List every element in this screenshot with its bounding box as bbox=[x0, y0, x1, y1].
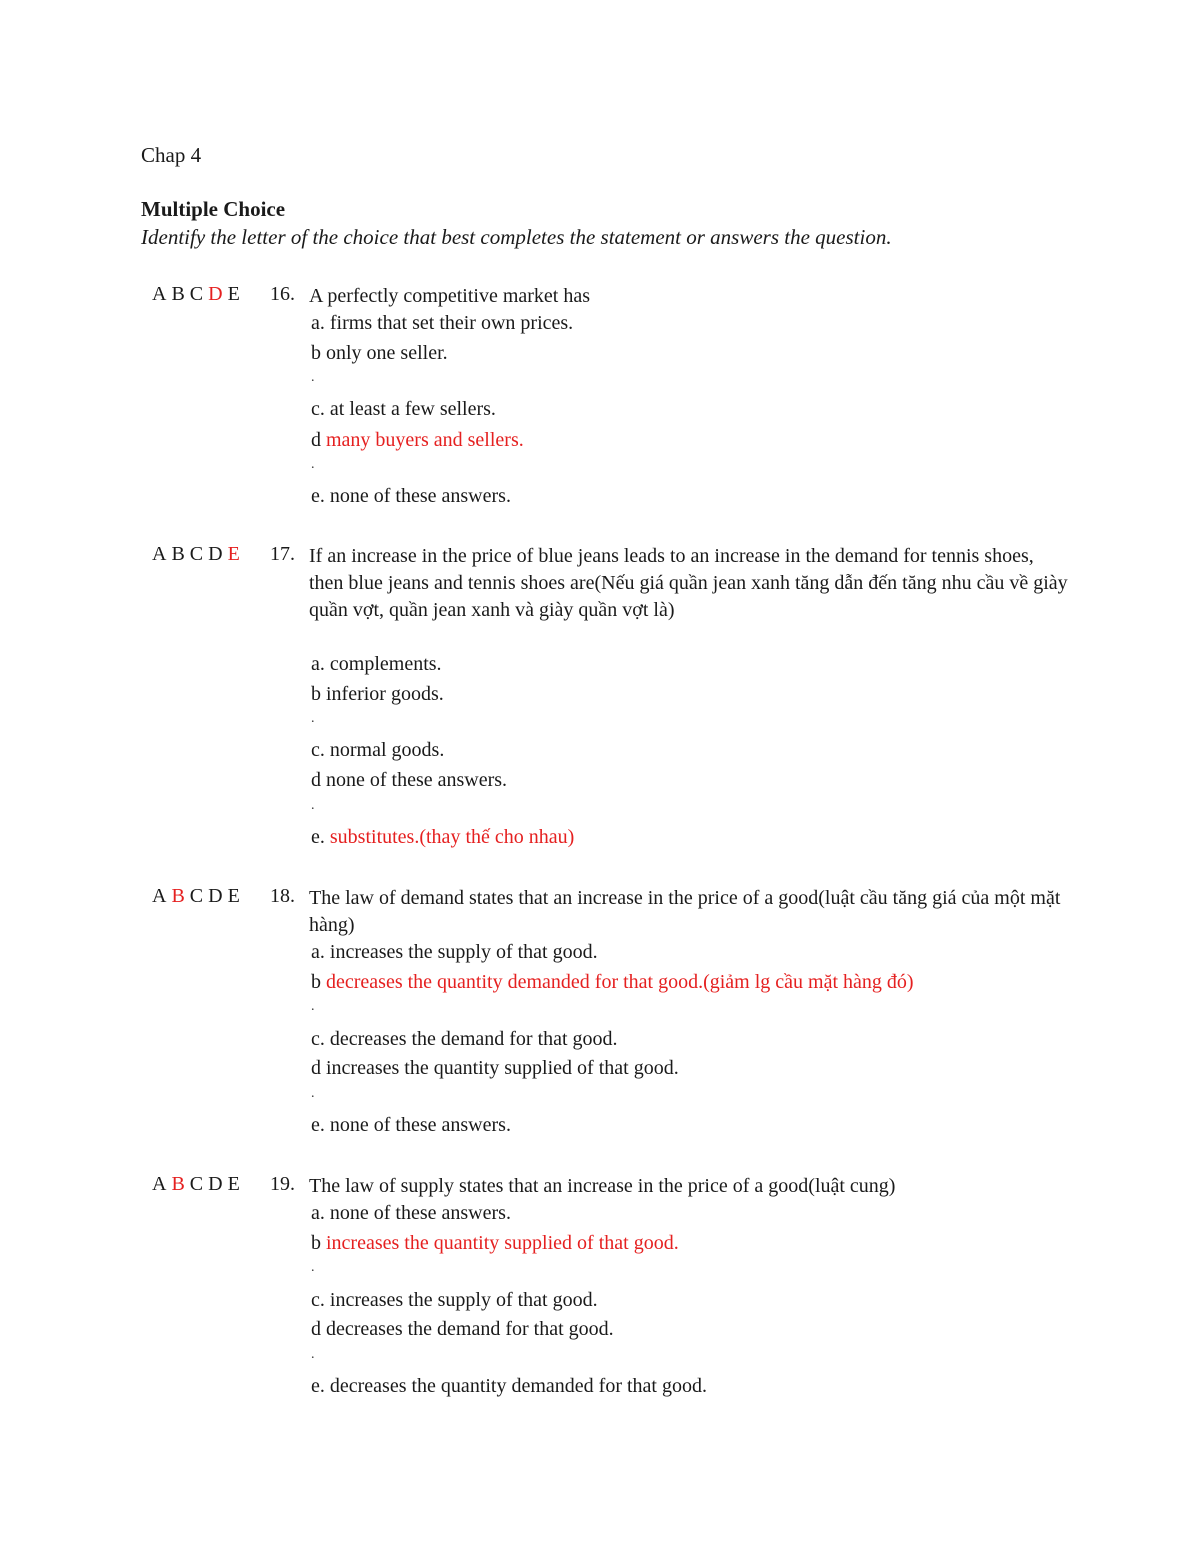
option-text: increases the supply of that good. bbox=[324, 941, 598, 963]
option-label: a. bbox=[311, 312, 325, 334]
answer-letter-b: B bbox=[171, 1173, 185, 1195]
option-text: substitutes.(thay thế cho nhau) bbox=[324, 826, 575, 848]
option-label: e. bbox=[311, 485, 325, 507]
option-c bbox=[311, 1028, 618, 1051]
option-e bbox=[311, 1114, 511, 1137]
answer-letter-d: D bbox=[208, 885, 223, 907]
option-b bbox=[311, 1232, 679, 1255]
option-label: b bbox=[311, 971, 321, 993]
stray-period: . bbox=[311, 798, 315, 813]
stray-period: . bbox=[311, 1347, 315, 1362]
option-label: c. bbox=[311, 1289, 325, 1311]
option-text: none of these answers. bbox=[324, 1114, 511, 1136]
option-c bbox=[311, 1289, 598, 1312]
option-text: decreases the demand for that good. bbox=[324, 1028, 618, 1050]
option-text: none of these answers. bbox=[324, 1202, 511, 1224]
option-text: decreases the quantity demanded for that good.(giảm lg cầu mặt hàng đó) bbox=[321, 971, 914, 993]
stray-period: . bbox=[311, 370, 315, 385]
answer-letter-a: A bbox=[152, 283, 167, 305]
option-text: decreases the demand for that good. bbox=[321, 1318, 614, 1340]
answer-letter-a: A bbox=[152, 885, 167, 907]
option-b bbox=[311, 342, 448, 365]
option-text: decreases the quantity demanded for that good. bbox=[324, 1375, 707, 1397]
option-label: a. bbox=[311, 941, 325, 963]
option-c bbox=[311, 398, 496, 421]
option-label: b bbox=[311, 342, 321, 364]
answer-letter-d: D bbox=[208, 1173, 223, 1195]
option-c bbox=[311, 739, 444, 762]
option-text: many buyers and sellers. bbox=[321, 429, 524, 451]
answer-letter-b: B bbox=[171, 283, 185, 305]
stray-period: . bbox=[311, 457, 315, 472]
option-label: e. bbox=[311, 1114, 325, 1136]
stray-period: . bbox=[311, 1086, 315, 1101]
answer-letter-d: D bbox=[208, 543, 223, 565]
option-text: inferior goods. bbox=[321, 683, 444, 705]
answer-letter-e: E bbox=[227, 885, 240, 907]
option-a bbox=[311, 1202, 511, 1225]
option-text: none of these answers. bbox=[321, 769, 508, 791]
answer-letter-row bbox=[152, 283, 245, 306]
option-label: b bbox=[311, 683, 321, 705]
chapter-heading: Chap 4 bbox=[141, 143, 202, 167]
answer-letter-row bbox=[152, 885, 245, 908]
option-d bbox=[311, 769, 507, 792]
option-label: d bbox=[311, 769, 321, 791]
option-text: increases the quantity supplied of that good. bbox=[321, 1057, 679, 1079]
stray-period: . bbox=[311, 711, 315, 726]
question-stem: The law of demand states that an increase in the price of a good(luật cầu tăng giá của một mặt hàng) bbox=[309, 887, 1061, 936]
option-text: firms that set their own prices. bbox=[324, 312, 574, 334]
answer-letter-a: A bbox=[152, 1173, 167, 1195]
answer-letter-c: C bbox=[189, 543, 204, 565]
answer-letter-b: B bbox=[171, 543, 185, 565]
option-a bbox=[311, 312, 573, 335]
answer-letter-c: C bbox=[189, 885, 204, 907]
answer-letter-e: E bbox=[227, 1173, 240, 1195]
option-text: at least a few sellers. bbox=[324, 398, 496, 420]
section-title: Multiple Choice bbox=[141, 197, 286, 221]
option-e bbox=[311, 1375, 707, 1398]
question-stem: The law of supply states that an increase in the price of a good(luật cung) bbox=[309, 1175, 896, 1197]
answer-letter-c: C bbox=[189, 1173, 204, 1195]
question-number: 16. bbox=[270, 283, 295, 305]
option-text: none of these answers. bbox=[324, 485, 511, 507]
option-label: c. bbox=[311, 398, 325, 420]
question-number: 17. bbox=[270, 543, 295, 565]
answer-letter-row bbox=[152, 543, 245, 566]
option-d bbox=[311, 1318, 614, 1341]
option-d bbox=[311, 429, 524, 452]
question-stem: If an increase in the price of blue jeans leads to an increase in the demand for tennis shoes, then blue jeans and tennis shoes are(Nếu giá quần jean xanh tăng dẫn đến tăng nhu cầu về giày quần vợt, quần jean xanh và giày quần vợt là) bbox=[309, 545, 1068, 621]
stray-period: . bbox=[311, 999, 315, 1014]
option-text: increases the supply of that good. bbox=[324, 1289, 598, 1311]
question-number: 19. bbox=[270, 1173, 295, 1195]
option-a bbox=[311, 653, 442, 676]
option-label: a. bbox=[311, 653, 325, 675]
option-label: c. bbox=[311, 1028, 325, 1050]
option-label: d bbox=[311, 429, 321, 451]
option-label: b bbox=[311, 1232, 321, 1254]
option-label: e. bbox=[311, 826, 325, 848]
option-d bbox=[311, 1057, 679, 1080]
option-label: c. bbox=[311, 739, 325, 761]
option-label: a. bbox=[311, 1202, 325, 1224]
option-b bbox=[311, 971, 914, 994]
answer-letter-c: C bbox=[189, 283, 204, 305]
answer-letter-a: A bbox=[152, 543, 167, 565]
question-number: 18. bbox=[270, 885, 295, 907]
answer-letter-row bbox=[152, 1173, 245, 1196]
option-b bbox=[311, 683, 444, 706]
option-text: normal goods. bbox=[324, 739, 445, 761]
option-text: complements. bbox=[324, 653, 442, 675]
stray-period: . bbox=[311, 1260, 315, 1275]
answer-letter-d: D bbox=[208, 283, 223, 305]
question-stem: A perfectly competitive market has bbox=[309, 285, 591, 307]
option-e bbox=[311, 485, 511, 508]
option-e bbox=[311, 826, 574, 849]
answer-letter-e: E bbox=[227, 543, 240, 565]
option-text: only one seller. bbox=[321, 342, 448, 364]
option-label: d bbox=[311, 1057, 321, 1079]
answer-letter-b: B bbox=[171, 885, 185, 907]
option-text: increases the quantity supplied of that good. bbox=[321, 1232, 679, 1254]
section-instructions: Identify the letter of the choice that best completes the statement or answers the question. bbox=[141, 225, 892, 249]
option-a bbox=[311, 941, 598, 964]
answer-letter-e: E bbox=[227, 283, 240, 305]
option-label: d bbox=[311, 1318, 321, 1340]
option-label: e. bbox=[311, 1375, 325, 1397]
